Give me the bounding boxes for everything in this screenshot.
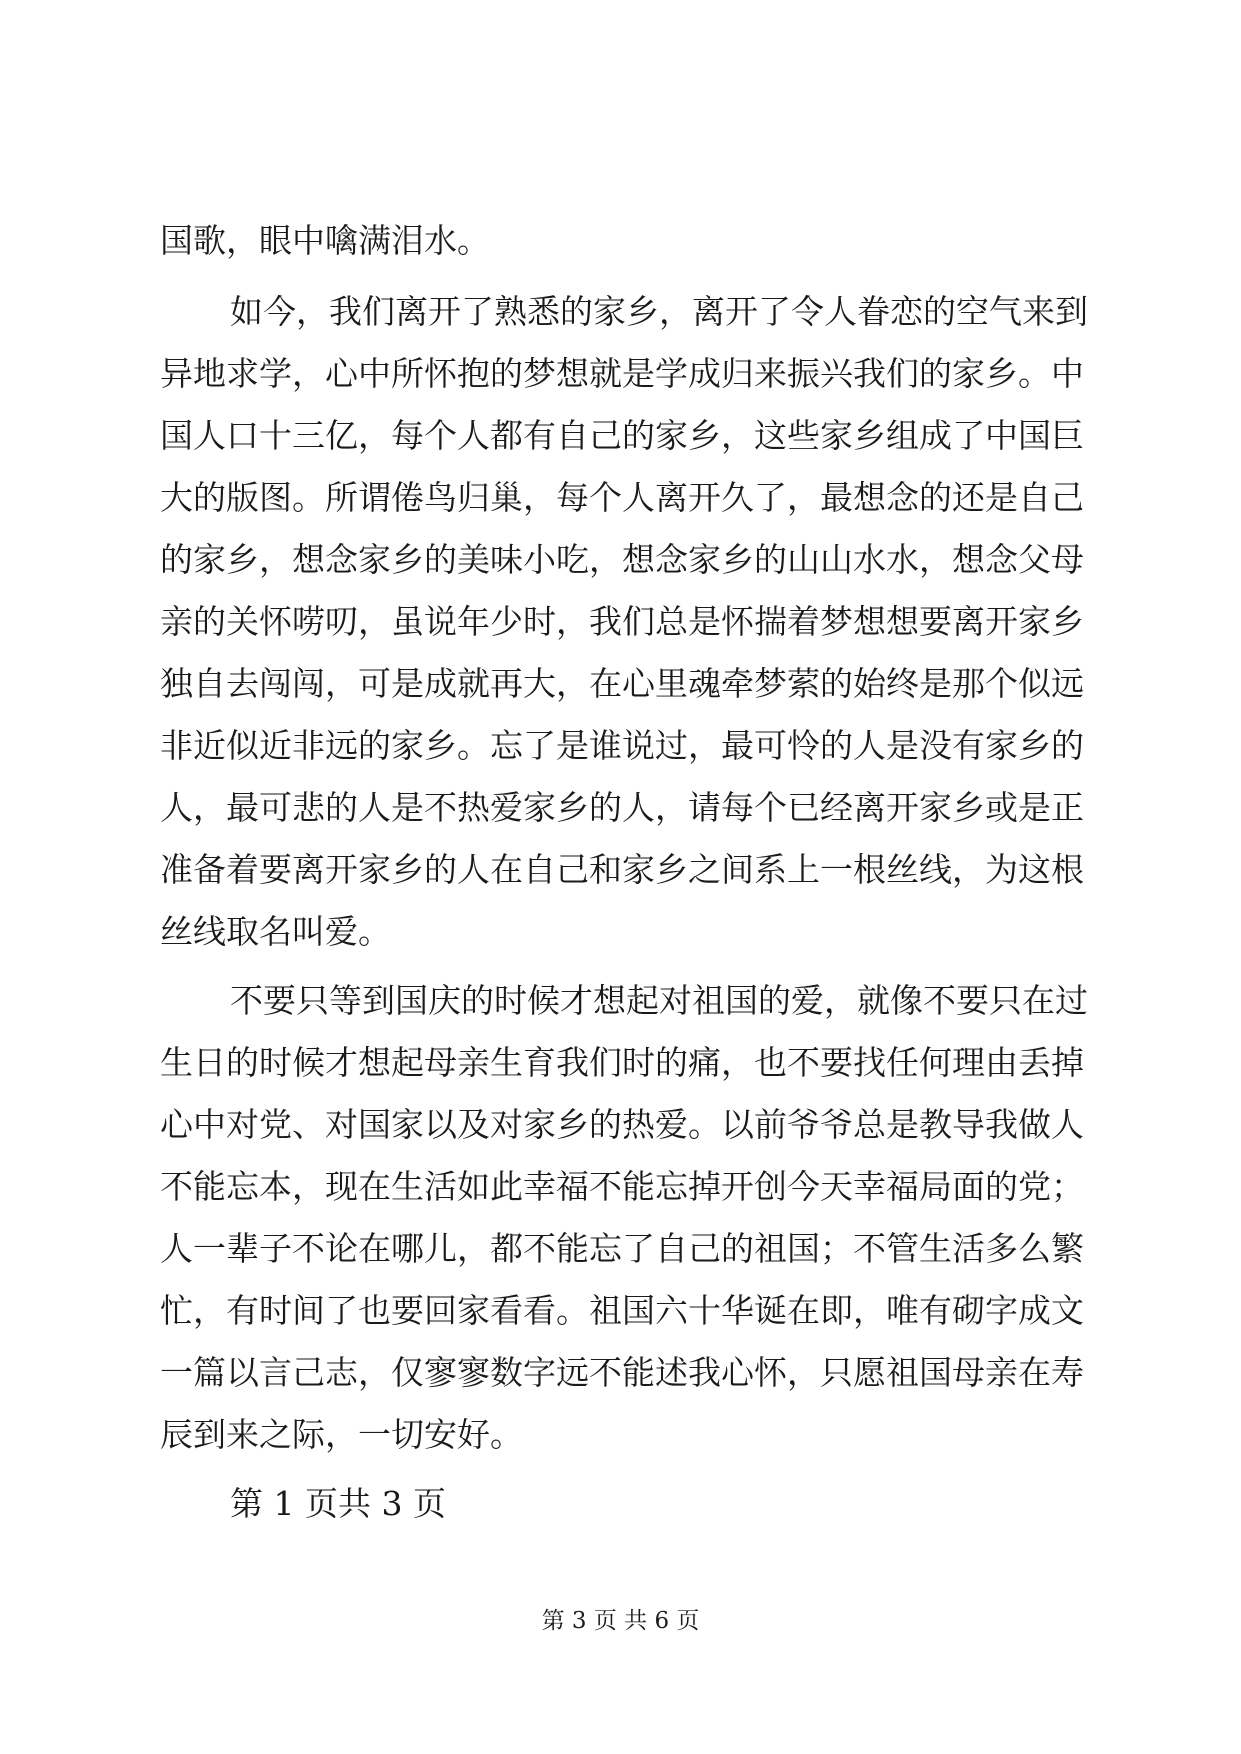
page-footer: 第 3 页 共 6 页 (541, 1608, 700, 1634)
text-line: 不要只等到国庆的时候才想起对祖国的爱，就像不要只在过 (230, 981, 1088, 1020)
text-line: 丝线取名叫爱。 (160, 912, 391, 951)
text-line: 心中对党、对国家以及对家乡的热爱。以前爷爷总是教导我做人 (160, 1105, 1084, 1144)
text-line: 异地求学，心中所怀抱的梦想就是学成归来振兴我们的家乡。中 (160, 354, 1084, 393)
text-line: 忙，有时间了也要回家看看。祖国六十华诞在即，唯有砌字成文 (160, 1291, 1084, 1330)
text-line: 独自去闯闯，可是成就再大，在心里魂牵梦萦的始终是那个似远 (160, 664, 1084, 703)
inline-page-number: 第 1 页共 3 页 (230, 1484, 446, 1523)
text-line: 一篇以言己志，仅寥寥数字远不能述我心怀，只愿祖国母亲在寿 (160, 1353, 1084, 1392)
text-line: 国歌，眼中噙满泪水。 (160, 221, 490, 260)
text-line: 生日的时候才想起母亲生育我们时的痛，也不要找任何理由丢掉 (160, 1043, 1084, 1082)
text-line: 人一辈子不论在哪儿，都不能忘了自己的祖国；不管生活多么繁 (160, 1229, 1084, 1268)
text-line: 非近似近非远的家乡。忘了是谁说过，最可怜的人是没有家乡的 (160, 726, 1084, 765)
text-line: 国人口十三亿，每个人都有自己的家乡，这些家乡组成了中国巨 (160, 416, 1084, 455)
text-line: 的家乡，想念家乡的美味小吃，想念家乡的山山水水，想念父母 (160, 540, 1084, 579)
text-line: 辰到来之际，一切安好。 (160, 1415, 523, 1454)
text-line: 准备着要离开家乡的人在自己和家乡之间系上一根丝线，为这根 (160, 850, 1084, 889)
text-line: 如今，我们离开了熟悉的家乡，离开了令人眷恋的空气来到 (230, 292, 1088, 331)
text-line: 大的版图。所谓倦鸟归巢，每个人离开久了，最想念的还是自己 (160, 478, 1084, 517)
text-line: 亲的关怀唠叨，虽说年少时，我们总是怀揣着梦想想要离开家乡 (160, 602, 1084, 641)
text-line: 不能忘本，现在生活如此幸福不能忘掉开创今天幸福局面的党； (160, 1167, 1084, 1206)
text-line: 人，最可悲的人是不热爱家乡的人，请每个已经离开家乡或是正 (160, 788, 1084, 827)
